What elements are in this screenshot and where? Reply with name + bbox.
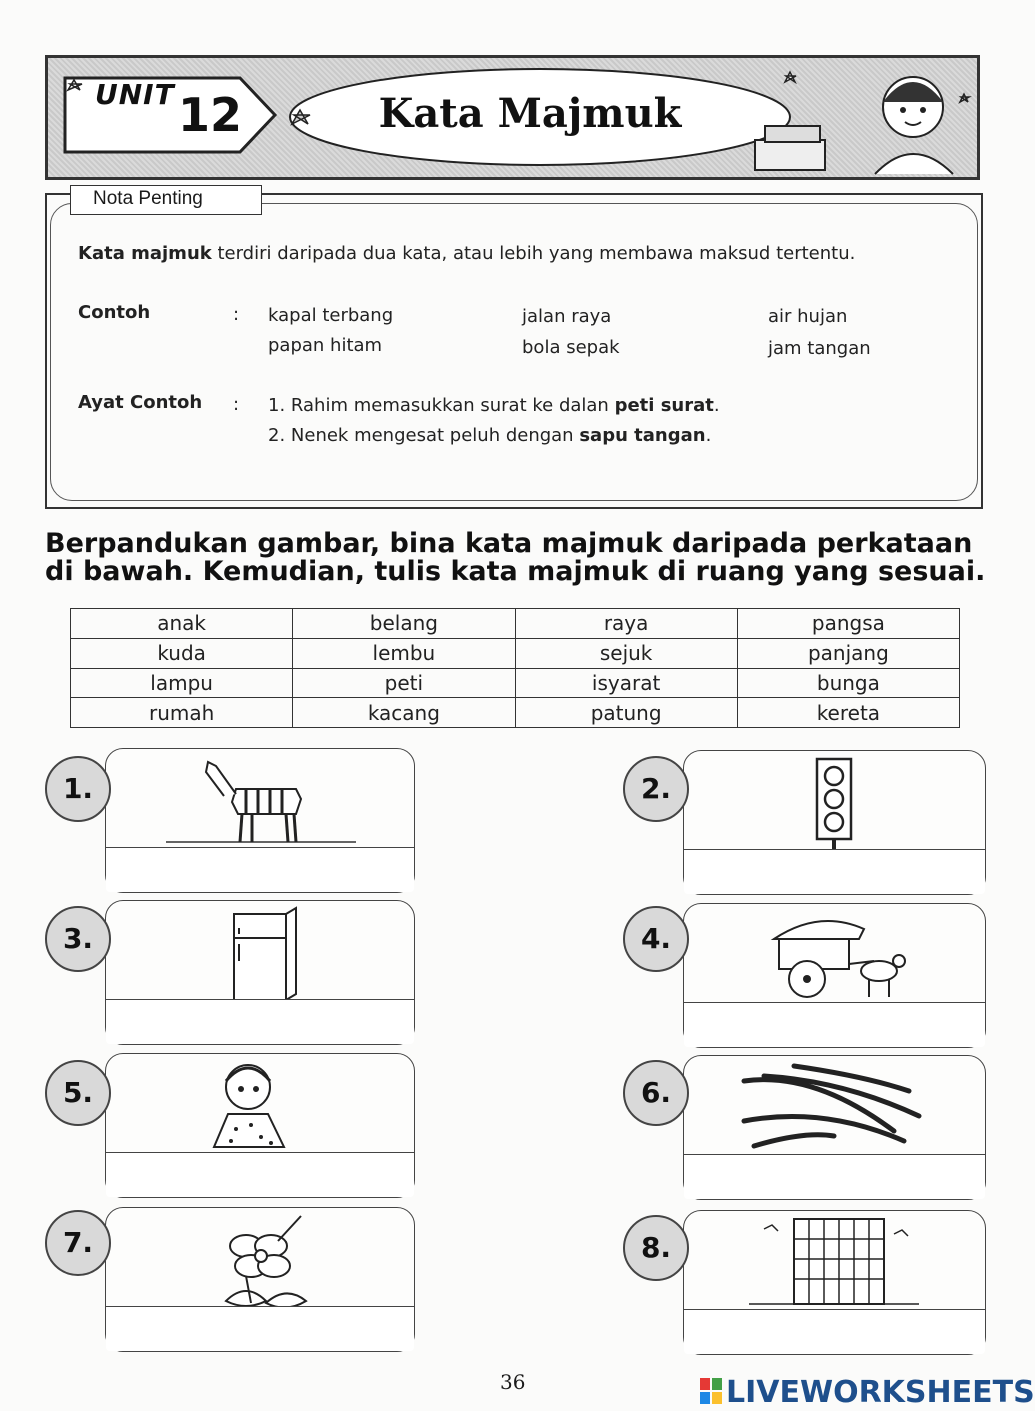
question-number: 4. bbox=[623, 906, 689, 972]
question-number: 3. bbox=[45, 906, 111, 972]
answer-input[interactable] bbox=[684, 1003, 985, 1047]
example-word: jam tangan bbox=[768, 338, 871, 359]
answer-input[interactable] bbox=[106, 848, 414, 892]
question-card bbox=[683, 1210, 986, 1355]
zebra-icon bbox=[166, 754, 356, 849]
ayat-colon: : bbox=[233, 394, 240, 415]
answer-area bbox=[684, 1309, 985, 1354]
answer-input[interactable] bbox=[106, 1153, 414, 1197]
liveworksheets-brand: LIVEWORKSHEETS bbox=[726, 1375, 1035, 1410]
question-number: 2. bbox=[623, 756, 689, 822]
answer-input[interactable] bbox=[106, 1000, 414, 1044]
instruction-line: Berpandukan gambar, bina kata majmuk daripada perkataan bbox=[45, 528, 973, 559]
question-number: 6. bbox=[623, 1060, 689, 1126]
sentence-number: 1. bbox=[268, 395, 286, 416]
word-cell: lembu bbox=[293, 638, 515, 668]
question-card bbox=[683, 1055, 986, 1200]
word-cell: raya bbox=[515, 609, 737, 639]
sentence-highlight: peti surat bbox=[614, 395, 714, 416]
question-number: 7. bbox=[45, 1210, 111, 1276]
ayat-contoh-label: Ayat Contoh bbox=[78, 392, 203, 413]
doll-icon bbox=[206, 1059, 291, 1154]
word-cell: bunga bbox=[737, 668, 959, 698]
unit-label: UNIT bbox=[95, 78, 175, 111]
liveworksheets-logo-icon bbox=[700, 1378, 722, 1404]
bullock-cart-icon bbox=[769, 909, 909, 1004]
refrigerator-icon bbox=[226, 906, 301, 1001]
instruction-line: di bawah. Kemudian, tulis kata majmuk di ruang yang sesuai. bbox=[45, 556, 986, 587]
word-cell: sejuk bbox=[515, 638, 737, 668]
word-cell: panjang bbox=[737, 638, 959, 668]
table-row bbox=[71, 638, 960, 668]
traffic-light-icon bbox=[809, 756, 859, 856]
answer-input[interactable] bbox=[684, 1310, 985, 1354]
word-cell: patung bbox=[515, 698, 737, 728]
question-card bbox=[105, 900, 415, 1045]
example-word: jalan raya bbox=[522, 306, 612, 327]
sentence-number: 2. bbox=[268, 425, 286, 446]
word-cell: lampu bbox=[71, 668, 293, 698]
girl-reading-icon bbox=[755, 62, 975, 174]
question-card bbox=[105, 1053, 415, 1198]
unit-number: 12 bbox=[178, 88, 243, 142]
example-word: bola sepak bbox=[522, 337, 620, 358]
sentence-end: . bbox=[713, 395, 720, 416]
word-cell: pangsa bbox=[737, 609, 959, 639]
word-cell: peti bbox=[293, 668, 515, 698]
answer-input[interactable] bbox=[684, 1155, 985, 1199]
word-cell: kereta bbox=[737, 698, 959, 728]
question-card bbox=[683, 750, 986, 895]
answer-area bbox=[106, 847, 414, 892]
hibiscus-icon bbox=[206, 1211, 316, 1311]
word-bank-table bbox=[70, 608, 960, 728]
answer-area bbox=[684, 849, 985, 894]
answer-area bbox=[106, 1152, 414, 1197]
word-cell: anak bbox=[71, 609, 293, 639]
definition-text: terdiri daripada dua kata, atau lebih yang membawa maksud tertentu. bbox=[211, 243, 856, 264]
word-cell: kuda bbox=[71, 638, 293, 668]
question-card bbox=[105, 1207, 415, 1352]
example-sentence-1 bbox=[268, 395, 720, 416]
table-row bbox=[71, 668, 960, 698]
definition bbox=[78, 243, 855, 264]
word-cell: isyarat bbox=[515, 668, 737, 698]
question-number: 8. bbox=[623, 1215, 689, 1281]
question-number: 5. bbox=[45, 1060, 111, 1126]
contoh-colon: : bbox=[233, 304, 240, 325]
example-word: papan hitam bbox=[268, 335, 383, 356]
page-title: Kata Majmuk bbox=[378, 90, 682, 137]
answer-area bbox=[684, 1002, 985, 1047]
instruction bbox=[45, 530, 990, 586]
answer-input[interactable] bbox=[106, 1307, 414, 1351]
page-number: 36 bbox=[500, 1370, 526, 1394]
answer-area bbox=[106, 1306, 414, 1351]
apartment-icon bbox=[749, 1214, 919, 1309]
example-word: air hujan bbox=[768, 306, 848, 327]
answer-input[interactable] bbox=[684, 850, 985, 894]
example-word: kapal terbang bbox=[268, 305, 394, 326]
sentence-end: . bbox=[705, 425, 712, 446]
sentence-text: Nenek mengesat peluh dengan bbox=[285, 425, 580, 446]
contoh-label: Contoh bbox=[78, 302, 151, 323]
word-cell: rumah bbox=[71, 698, 293, 728]
word-cell: kacang bbox=[293, 698, 515, 728]
table-row bbox=[71, 609, 960, 639]
table-row bbox=[71, 698, 960, 728]
long-beans-icon bbox=[734, 1061, 934, 1156]
question-card bbox=[683, 903, 986, 1048]
definition-term: Kata majmuk bbox=[78, 243, 212, 264]
sentence-highlight: sapu tangan bbox=[579, 425, 706, 446]
question-card bbox=[105, 748, 415, 893]
question-number: 1. bbox=[45, 756, 111, 822]
answer-area bbox=[684, 1154, 985, 1199]
word-cell: belang bbox=[293, 609, 515, 639]
nota-penting-tab: Nota Penting bbox=[70, 185, 262, 215]
answer-area bbox=[106, 999, 414, 1044]
example-sentence-2 bbox=[268, 425, 711, 446]
sentence-text: Rahim memasukkan surat ke dalan bbox=[285, 395, 615, 416]
